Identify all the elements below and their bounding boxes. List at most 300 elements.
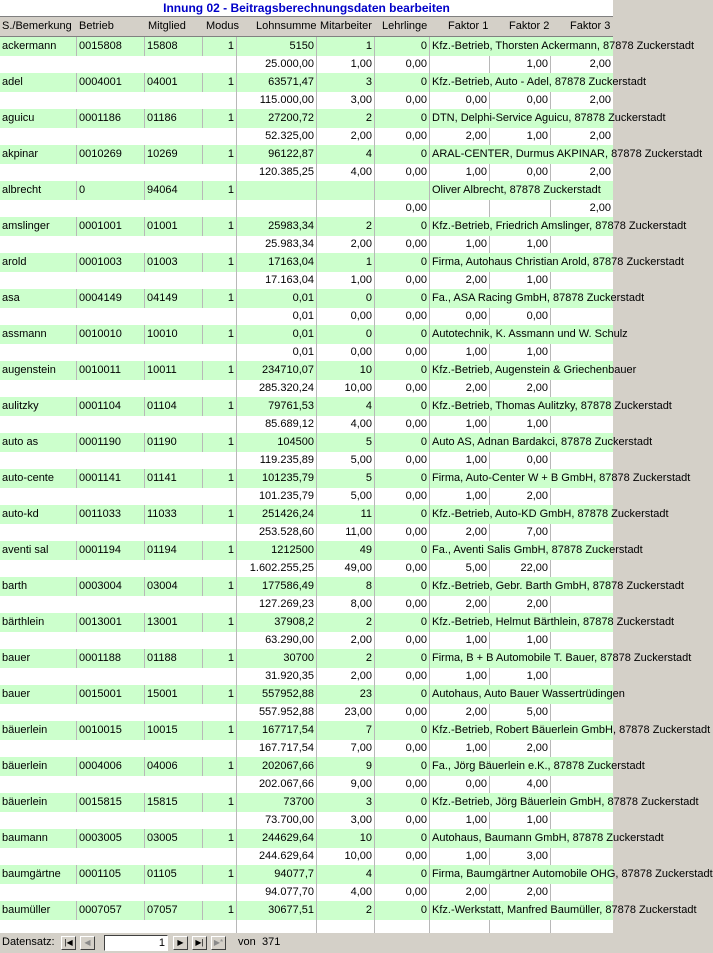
cell-f1[interactable]: 1,00 [430, 740, 490, 757]
cell-mitarb2[interactable]: 7,00 [317, 740, 375, 757]
cell-mitarb2[interactable]: 23,00 [317, 704, 375, 721]
cell-mitarb2[interactable]: 3,00 [317, 812, 375, 829]
cell-f3[interactable] [551, 236, 613, 253]
cell-lohn[interactable]: 30677,51 [237, 901, 317, 920]
cell-lehrl2[interactable]: 0,00 [375, 272, 430, 289]
cell-f2[interactable]: 0,00 [490, 92, 551, 109]
cell-mitarb[interactable]: 2 [317, 109, 375, 128]
cell-mitarb[interactable]: 5 [317, 469, 375, 488]
cell-mitarb[interactable]: 1 [317, 253, 375, 272]
cell-betrieb[interactable]: 0001104 [77, 397, 145, 416]
cell-mitarb[interactable]: 8 [317, 577, 375, 596]
cell-mitarb[interactable]: 9 [317, 757, 375, 776]
cell-mitglied[interactable]: 01003 [145, 253, 203, 272]
cell-modus[interactable]: 1 [203, 73, 237, 92]
cell-lehrl2[interactable]: 0,00 [375, 884, 430, 901]
cell-betrieb[interactable]: 0011033 [77, 505, 145, 524]
cell-mitglied[interactable]: 01190 [145, 433, 203, 452]
cell-f3[interactable] [551, 848, 613, 865]
cell-lehrl2[interactable]: 0,00 [375, 776, 430, 793]
cell-lohn2[interactable]: 0,01 [237, 308, 317, 325]
cell-lehrl2[interactable]: 0,00 [375, 524, 430, 541]
cell-mitglied[interactable]: 07057 [145, 901, 203, 920]
cell-mitarb2[interactable]: 4,00 [317, 884, 375, 901]
last-record-icon[interactable]: ▶| [192, 936, 207, 950]
cell-mitarb2[interactable]: 10,00 [317, 848, 375, 865]
cell-mitglied[interactable]: 01194 [145, 541, 203, 560]
cell-lohn2[interactable]: 557.952,88 [237, 704, 317, 721]
cell-betrieb[interactable]: 0004006 [77, 757, 145, 776]
cell-mitglied[interactable]: 15001 [145, 685, 203, 704]
cell-firma[interactable]: Firma, B + B Automobile T. Bauer, 87878 Zuckerstadt [432, 652, 692, 664]
cell-mitglied[interactable]: 01105 [145, 865, 203, 884]
cell-lehrl[interactable]: 0 [375, 73, 430, 92]
cell-lohn[interactable]: 73700 [237, 793, 317, 812]
cell-f2[interactable]: 2,00 [490, 380, 551, 397]
cell-f3[interactable] [551, 560, 613, 577]
cell-f2[interactable]: 1,00 [490, 56, 551, 73]
cell-mitglied[interactable]: 04001 [145, 73, 203, 92]
cell-mitglied[interactable]: 15808 [145, 37, 203, 56]
cell-modus[interactable]: 1 [203, 721, 237, 740]
cell-firma[interactable]: Kfz.-Betrieb, Jörg Bäuerlein GmbH, 87878 Zuckerstadt [432, 796, 699, 808]
cell-f2[interactable]: 1,00 [490, 668, 551, 685]
cell-mitglied[interactable]: 10011 [145, 361, 203, 380]
cell-mitarb2[interactable]: 5,00 [317, 488, 375, 505]
cell-mitarb2[interactable]: 5,00 [317, 452, 375, 469]
cell-mitarb[interactable]: 2 [317, 613, 375, 632]
cell-lehrl2[interactable]: 0,00 [375, 164, 430, 181]
cell-lohn2[interactable]: 25.983,34 [237, 236, 317, 253]
cell-betrieb[interactable]: 0010269 [77, 145, 145, 164]
cell-mitarb2[interactable]: 4,00 [317, 164, 375, 181]
cell-betrieb[interactable]: 0015001 [77, 685, 145, 704]
cell-mitglied[interactable]: 94064 [145, 181, 203, 200]
cell-firma[interactable]: Kfz.-Werkstatt, Manfred Baumüller, 87878 Zuckerstadt [432, 904, 697, 916]
cell-lehrl2[interactable]: 0,00 [375, 740, 430, 757]
cell-mitarb[interactable]: 23 [317, 685, 375, 704]
cell-lehrl[interactable]: 0 [375, 793, 430, 812]
cell-modus[interactable]: 1 [203, 37, 237, 56]
cell-modus[interactable]: 1 [203, 181, 237, 200]
cell-name[interactable]: baumüller [0, 901, 77, 920]
col-header-faktor1[interactable]: Faktor 1 [448, 20, 489, 32]
col-header-faktor3[interactable]: Faktor 3 [570, 20, 611, 32]
cell-modus[interactable]: 1 [203, 649, 237, 668]
cell-lehrl[interactable]: 0 [375, 649, 430, 668]
cell-f2[interactable]: 1,00 [490, 236, 551, 253]
cell-modus[interactable]: 1 [203, 469, 237, 488]
cell-name[interactable]: amslinger [0, 217, 77, 236]
cell-f3[interactable]: 2,00 [589, 130, 611, 142]
cell-f2[interactable]: 2,00 [490, 740, 551, 757]
cell-f2[interactable]: 1,00 [490, 812, 551, 829]
cell-f2[interactable]: 2,00 [490, 596, 551, 613]
cell-betrieb[interactable]: 0010010 [77, 325, 145, 344]
cell-f3[interactable] [551, 704, 613, 721]
cell-f1[interactable]: 5,00 [430, 560, 490, 577]
cell-f2[interactable] [490, 200, 551, 217]
cell-mitarb[interactable]: 0 [317, 325, 375, 344]
cell-lehrl[interactable]: 0 [375, 613, 430, 632]
cell-f1[interactable]: 0,00 [430, 92, 490, 109]
cell-name[interactable]: bärthlein [0, 613, 77, 632]
cell-modus[interactable]: 1 [203, 829, 237, 848]
first-record-icon[interactable]: |◀ [61, 936, 76, 950]
cell-lehrl2[interactable]: 0,00 [375, 848, 430, 865]
cell-mitarb2[interactable]: 2,00 [317, 236, 375, 253]
cell-lohn2[interactable]: 17.163,04 [237, 272, 317, 289]
cell-mitglied[interactable]: 10015 [145, 721, 203, 740]
cell-mitarb[interactable]: 7 [317, 721, 375, 740]
cell-lohn2[interactable]: 52.325,00 [237, 128, 317, 145]
cell-mitarb[interactable]: 10 [317, 829, 375, 848]
cell-lohn[interactable]: 104500 [237, 433, 317, 452]
cell-mitarb[interactable]: 49 [317, 541, 375, 560]
cell-lohn[interactable]: 234710,07 [237, 361, 317, 380]
cell-betrieb[interactable]: 0003004 [77, 577, 145, 596]
cell-betrieb[interactable]: 0001190 [77, 433, 145, 452]
cell-lehrl2[interactable]: 0,00 [375, 596, 430, 613]
cell-lehrl2[interactable]: 0,00 [375, 200, 430, 217]
cell-f2[interactable]: 0,00 [490, 452, 551, 469]
cell-mitglied[interactable]: 01188 [145, 649, 203, 668]
cell-f3[interactable] [551, 452, 613, 469]
col-header-betrieb[interactable]: Betrieb [79, 20, 114, 32]
cell-lohn[interactable]: 557952,88 [237, 685, 317, 704]
cell-mitglied[interactable]: 10269 [145, 145, 203, 164]
cell-firma[interactable]: Fa., Aventi Salis GmbH, 87878 Zuckerstadt [432, 544, 643, 556]
cell-lehrl2[interactable]: 0,00 [375, 344, 430, 361]
cell-mitarb2[interactable]: 10,00 [317, 380, 375, 397]
cell-betrieb[interactable]: 0010015 [77, 721, 145, 740]
cell-mitarb2[interactable]: 2,00 [317, 128, 375, 145]
cell-f1[interactable]: 2,00 [430, 524, 490, 541]
cell-firma[interactable]: Firma, Baumgärtner Automobile OHG, 87878 Zuckerstadt [432, 868, 713, 880]
cell-name[interactable]: asa [0, 289, 77, 308]
cell-f2[interactable]: 5,00 [490, 704, 551, 721]
cell-firma[interactable]: Kfz.-Betrieb, Auto-KD GmbH, 87878 Zuckerstadt [432, 508, 669, 520]
cell-name[interactable]: akpinar [0, 145, 77, 164]
cell-lohn[interactable]: 79761,53 [237, 397, 317, 416]
cell-lehrl[interactable]: 0 [375, 433, 430, 452]
cell-lohn2[interactable]: 101.235,79 [237, 488, 317, 505]
cell-f2[interactable]: 1,00 [490, 128, 551, 145]
cell-f3[interactable] [551, 668, 613, 685]
cell-name[interactable]: arold [0, 253, 77, 272]
cell-lehrl[interactable]: 0 [375, 469, 430, 488]
cell-betrieb[interactable]: 0 [77, 181, 145, 200]
cell-mitarb[interactable]: 4 [317, 397, 375, 416]
cell-f1[interactable] [430, 200, 490, 217]
cell-firma[interactable]: Kfz.-Betrieb, Friedrich Amslinger, 87878 Zuckerstadt [432, 220, 687, 232]
cell-name[interactable]: ackermann [0, 37, 77, 56]
cell-firma[interactable]: Fa., ASA Racing GmbH, 87878 Zuckerstadt [432, 292, 645, 304]
cell-mitarb2[interactable]: 2,00 [317, 632, 375, 649]
cell-f2[interactable]: 22,00 [490, 560, 551, 577]
cell-lehrl2[interactable]: 0,00 [375, 128, 430, 145]
cell-name[interactable]: auto-cente [0, 469, 77, 488]
cell-f1[interactable]: 1,00 [430, 164, 490, 181]
col-header-bemerkung[interactable]: S./Bemerkung [2, 20, 72, 32]
cell-mitglied[interactable]: 15815 [145, 793, 203, 812]
cell-name[interactable]: assmann [0, 325, 77, 344]
cell-name[interactable]: auto as [0, 433, 77, 452]
cell-lehrl[interactable]: 0 [375, 145, 430, 164]
cell-f3[interactable] [551, 308, 613, 325]
cell-name[interactable]: bauer [0, 649, 77, 668]
cell-lohn[interactable]: 1212500 [237, 541, 317, 560]
next-record-icon[interactable]: ▶ [173, 936, 188, 950]
cell-lohn2[interactable]: 0,01 [237, 344, 317, 361]
cell-lohn2[interactable]: 120.385,25 [237, 164, 317, 181]
cell-modus[interactable]: 1 [203, 541, 237, 560]
cell-mitglied[interactable]: 03004 [145, 577, 203, 596]
cell-firma[interactable]: Kfz.-Betrieb, Thomas Aulitzky, 87878 Zuckerstadt [432, 400, 672, 412]
cell-mitarb[interactable]: 11 [317, 505, 375, 524]
cell-f1[interactable]: 1,00 [430, 812, 490, 829]
cell-firma[interactable]: Auto AS, Adnan Bardakci, 87878 Zuckerstadt [432, 436, 653, 448]
cell-lehrl2[interactable]: 0,00 [375, 560, 430, 577]
cell-lehrl2[interactable]: 0,00 [375, 704, 430, 721]
cell-betrieb[interactable]: 0001001 [77, 217, 145, 236]
cell-lehrl[interactable]: 0 [375, 361, 430, 380]
cell-betrieb[interactable]: 0001194 [77, 541, 145, 560]
cell-mitarb[interactable] [317, 181, 375, 200]
cell-mitglied[interactable]: 01186 [145, 109, 203, 128]
cell-lohn2[interactable]: 253.528,60 [237, 524, 317, 541]
cell-lohn[interactable]: 202067,66 [237, 757, 317, 776]
cell-mitglied[interactable]: 13001 [145, 613, 203, 632]
cell-betrieb[interactable]: 0001105 [77, 865, 145, 884]
cell-f1[interactable]: 0,00 [430, 308, 490, 325]
col-header-lohnsumme[interactable]: Lohnsumme [256, 20, 317, 32]
cell-modus[interactable]: 1 [203, 325, 237, 344]
cell-modus[interactable]: 1 [203, 253, 237, 272]
cell-f1[interactable]: 2,00 [430, 884, 490, 901]
cell-lohn2[interactable]: 94.077,70 [237, 884, 317, 901]
cell-mitarb2[interactable]: 8,00 [317, 596, 375, 613]
cell-lohn[interactable]: 0,01 [237, 289, 317, 308]
cell-firma[interactable]: Firma, Autohaus Christian Arold, 87878 Zuckerstadt [432, 256, 684, 268]
cell-betrieb[interactable]: 0004001 [77, 73, 145, 92]
cell-f2[interactable]: 1,00 [490, 416, 551, 433]
cell-name[interactable]: aventi sal [0, 541, 77, 560]
cell-mitarb[interactable]: 4 [317, 145, 375, 164]
cell-mitarb2[interactable]: 11,00 [317, 524, 375, 541]
cell-modus[interactable]: 1 [203, 361, 237, 380]
cell-name[interactable]: aguicu [0, 109, 77, 128]
cell-mitarb[interactable]: 10 [317, 361, 375, 380]
cell-name[interactable]: baumann [0, 829, 77, 848]
cell-mitarb2[interactable]: 3,00 [317, 92, 375, 109]
cell-f2[interactable]: 2,00 [490, 884, 551, 901]
cell-f3[interactable] [551, 416, 613, 433]
cell-f1[interactable]: 0,00 [430, 776, 490, 793]
cell-mitglied[interactable]: 03005 [145, 829, 203, 848]
cell-f3[interactable] [551, 272, 613, 289]
cell-firma[interactable]: Kfz.-Betrieb, Augenstein & Griechenbauer [432, 364, 637, 376]
cell-f2[interactable]: 1,00 [490, 344, 551, 361]
cell-lohn2[interactable]: 119.235,89 [237, 452, 317, 469]
cell-lohn2[interactable]: 285.320,24 [237, 380, 317, 397]
cell-name[interactable]: aulitzky [0, 397, 77, 416]
cell-name[interactable]: auto-kd [0, 505, 77, 524]
cell-lohn2[interactable]: 73.700,00 [237, 812, 317, 829]
cell-betrieb[interactable]: 0001188 [77, 649, 145, 668]
cell-lohn2[interactable]: 115.000,00 [237, 92, 317, 109]
cell-f3[interactable] [551, 632, 613, 649]
cell-lohn[interactable]: 244629,64 [237, 829, 317, 848]
cell-f3[interactable] [551, 524, 613, 541]
cell-lohn2[interactable]: 25.000,00 [237, 56, 317, 73]
cell-betrieb[interactable]: 0001141 [77, 469, 145, 488]
prev-record-icon[interactable]: ◀ [80, 936, 95, 950]
cell-name[interactable]: bäuerlein [0, 757, 77, 776]
cell-f1[interactable]: 1,00 [430, 452, 490, 469]
cell-lohn2[interactable]: 85.689,12 [237, 416, 317, 433]
cell-f3[interactable] [551, 344, 613, 361]
new-record-icon[interactable]: ▶* [211, 936, 226, 950]
cell-mitarb[interactable]: 2 [317, 217, 375, 236]
record-number-input[interactable]: 1 [104, 935, 168, 951]
cell-lohn[interactable]: 94077,7 [237, 865, 317, 884]
cell-betrieb[interactable]: 0003005 [77, 829, 145, 848]
cell-mitarb[interactable]: 1 [317, 37, 375, 56]
cell-lehrl[interactable]: 0 [375, 577, 430, 596]
cell-name[interactable]: augenstein [0, 361, 77, 380]
cell-f1[interactable]: 2,00 [430, 596, 490, 613]
cell-f1[interactable]: 2,00 [430, 704, 490, 721]
cell-lehrl2[interactable]: 0,00 [375, 812, 430, 829]
cell-lohn[interactable]: 37908,2 [237, 613, 317, 632]
cell-lehrl2[interactable]: 0,00 [375, 92, 430, 109]
cell-mitarb2[interactable]: 49,00 [317, 560, 375, 577]
cell-name[interactable]: barth [0, 577, 77, 596]
cell-lehrl[interactable] [375, 181, 430, 200]
cell-lehrl2[interactable]: 0,00 [375, 236, 430, 253]
cell-lohn[interactable]: 30700 [237, 649, 317, 668]
cell-mitarb[interactable]: 5 [317, 433, 375, 452]
cell-f3[interactable]: 2,00 [589, 58, 611, 70]
cell-modus[interactable]: 1 [203, 793, 237, 812]
cell-lehrl[interactable]: 0 [375, 325, 430, 344]
cell-mitglied[interactable]: 04149 [145, 289, 203, 308]
cell-f3[interactable]: 2,00 [589, 166, 611, 178]
cell-mitglied[interactable]: 04006 [145, 757, 203, 776]
cell-lehrl[interactable]: 0 [375, 721, 430, 740]
cell-firma[interactable]: DTN, Delphi-Service Aguicu, 87878 Zuckerstadt [432, 112, 666, 124]
cell-lohn2[interactable] [237, 200, 317, 217]
cell-f1[interactable]: 2,00 [430, 272, 490, 289]
cell-f1[interactable]: 1,00 [430, 848, 490, 865]
cell-firma[interactable]: Kfz.-Betrieb, Auto - Adel, 87878 Zuckerstadt [432, 76, 647, 88]
cell-mitglied[interactable]: 01001 [145, 217, 203, 236]
cell-betrieb[interactable]: 0001003 [77, 253, 145, 272]
cell-f2[interactable]: 1,00 [490, 272, 551, 289]
cell-lehrl[interactable]: 0 [375, 397, 430, 416]
cell-f3[interactable] [551, 596, 613, 613]
cell-f2[interactable]: 1,00 [490, 632, 551, 649]
cell-modus[interactable]: 1 [203, 505, 237, 524]
col-header-mitarbeiter[interactable]: Mitarbeiter [320, 20, 372, 32]
cell-modus[interactable]: 1 [203, 901, 237, 920]
cell-f2[interactable]: 7,00 [490, 524, 551, 541]
cell-betrieb[interactable]: 0010011 [77, 361, 145, 380]
cell-mitglied[interactable]: 01141 [145, 469, 203, 488]
cell-f1[interactable]: 1,00 [430, 668, 490, 685]
cell-lohn[interactable]: 101235,79 [237, 469, 317, 488]
cell-lehrl2[interactable]: 0,00 [375, 668, 430, 685]
cell-lohn2[interactable]: 1.602.255,25 [237, 560, 317, 577]
cell-firma[interactable]: Kfz.-Betrieb, Thorsten Ackermann, 87878 Zuckerstadt [432, 40, 695, 52]
cell-f3[interactable] [551, 488, 613, 505]
col-header-faktor2[interactable]: Faktor 2 [509, 20, 550, 32]
cell-lehrl[interactable]: 0 [375, 253, 430, 272]
cell-mitarb[interactable]: 2 [317, 649, 375, 668]
cell-lehrl[interactable]: 0 [375, 289, 430, 308]
cell-modus[interactable]: 1 [203, 109, 237, 128]
cell-mitglied[interactable]: 01104 [145, 397, 203, 416]
cell-f2[interactable]: 0,00 [490, 308, 551, 325]
cell-firma[interactable]: Oliver Albrecht, 87878 Zuckerstadt [432, 184, 601, 196]
cell-lohn[interactable]: 5150 [237, 37, 317, 56]
cell-f3[interactable]: 2,00 [589, 94, 611, 106]
cell-f1[interactable]: 1,00 [430, 632, 490, 649]
cell-betrieb[interactable]: 0013001 [77, 613, 145, 632]
cell-modus[interactable]: 1 [203, 145, 237, 164]
cell-modus[interactable]: 1 [203, 289, 237, 308]
cell-f2[interactable]: 2,00 [490, 488, 551, 505]
cell-firma[interactable]: Kfz.-Betrieb, Gebr. Barth GmbH, 87878 Zuckerstadt [432, 580, 684, 592]
cell-lohn2[interactable]: 244.629,64 [237, 848, 317, 865]
cell-mitarb2[interactable]: 0,00 [317, 308, 375, 325]
cell-lehrl2[interactable]: 0,00 [375, 56, 430, 73]
cell-lohn[interactable]: 251426,24 [237, 505, 317, 524]
cell-f3[interactable] [551, 812, 613, 829]
cell-mitarb2[interactable]: 2,00 [317, 668, 375, 685]
cell-lohn2[interactable]: 167.717,54 [237, 740, 317, 757]
cell-lohn[interactable]: 63571,47 [237, 73, 317, 92]
cell-f1[interactable]: 1,00 [430, 344, 490, 361]
cell-name[interactable]: bäuerlein [0, 721, 77, 740]
cell-lehrl[interactable]: 0 [375, 541, 430, 560]
cell-lehrl[interactable]: 0 [375, 217, 430, 236]
cell-firma[interactable]: Firma, Auto-Center W + B GmbH, 87878 Zuckerstadt [432, 472, 691, 484]
cell-lohn[interactable]: 17163,04 [237, 253, 317, 272]
cell-modus[interactable]: 1 [203, 433, 237, 452]
cell-firma[interactable]: Kfz.-Betrieb, Robert Bäuerlein GmbH, 87878 Zuckerstadt [432, 724, 711, 736]
cell-f2[interactable]: 4,00 [490, 776, 551, 793]
cell-modus[interactable]: 1 [203, 865, 237, 884]
cell-f3[interactable]: 2,00 [589, 202, 611, 214]
cell-lohn2[interactable]: 127.269,23 [237, 596, 317, 613]
cell-betrieb[interactable]: 0004149 [77, 289, 145, 308]
cell-betrieb[interactable]: 0007057 [77, 901, 145, 920]
cell-lehrl[interactable]: 0 [375, 109, 430, 128]
cell-betrieb[interactable]: 0001186 [77, 109, 145, 128]
cell-mitarb2[interactable]: 9,00 [317, 776, 375, 793]
cell-lohn[interactable]: 177586,49 [237, 577, 317, 596]
col-header-modus[interactable]: Modus [206, 20, 240, 32]
cell-f1[interactable]: 2,00 [430, 380, 490, 397]
col-header-lehrlinge[interactable]: Lehrlinge [382, 20, 428, 32]
cell-lohn[interactable]: 167717,54 [237, 721, 317, 740]
cell-firma[interactable]: ARAL-CENTER, Durmus AKPINAR, 87878 Zuckerstadt [432, 148, 703, 160]
cell-mitglied[interactable]: 11033 [145, 505, 203, 524]
cell-mitarb[interactable]: 0 [317, 289, 375, 308]
cell-f3[interactable] [551, 776, 613, 793]
